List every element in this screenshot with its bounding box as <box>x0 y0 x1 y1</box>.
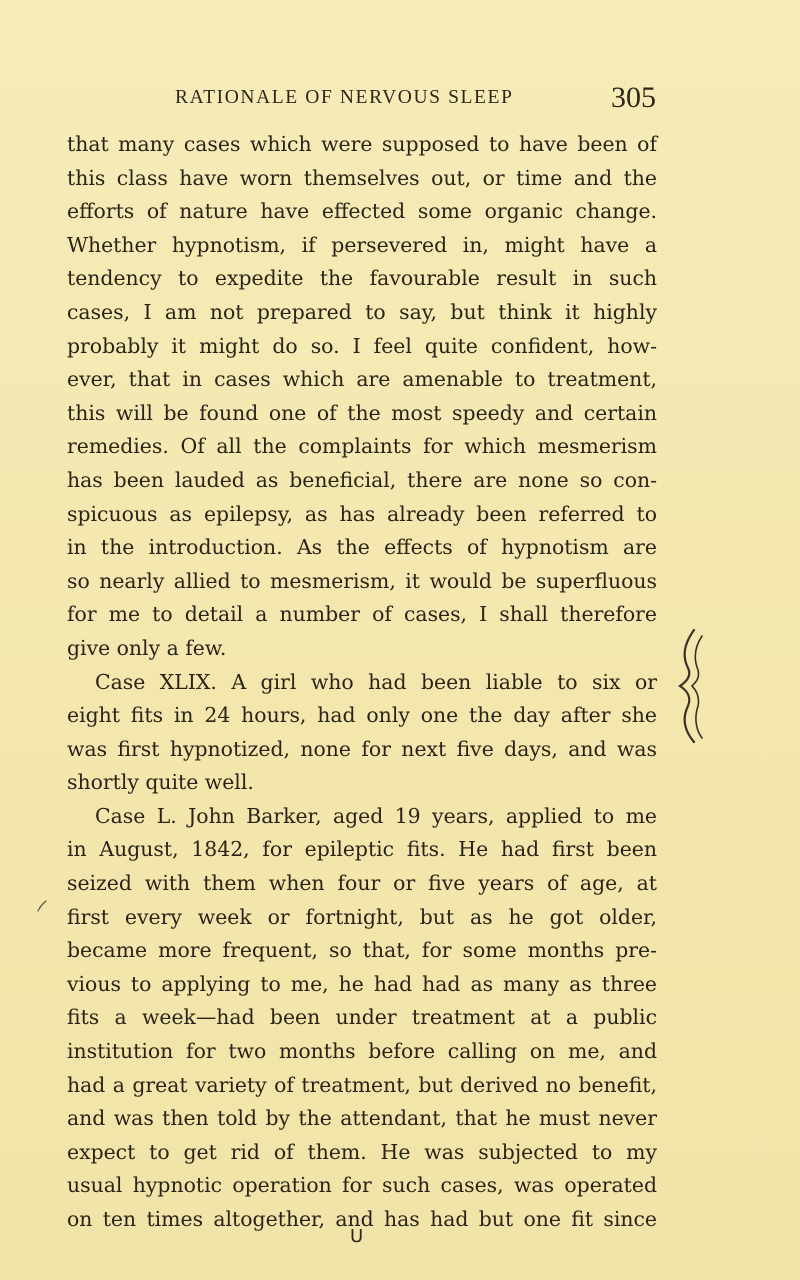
text-line: efforts of nature have effected some organic change. <box>67 199 657 224</box>
running-head <box>0 78 800 118</box>
text-line: fits a week—had been under treatment at a public <box>67 1005 657 1030</box>
text-line: spicuous as epilepsy, as has already been referred to <box>67 501 657 526</box>
text-line: so nearly allied to mesmerism, it would be superfluous <box>67 568 657 593</box>
text-line: cases, I am not prepared to say, but think it highly <box>67 299 657 324</box>
text-line: Whether hypnotism, if persevered in, might have a <box>67 232 657 257</box>
text-line: in the introduction. As the effects of hypnotism are <box>67 535 657 560</box>
text-line: has been lauded as beneficial, there are none so con- <box>67 467 657 492</box>
text-line: remedies. Of all the complaints for which mesmerism <box>67 434 657 459</box>
text-line: first every week or fortnight, but as he got older, <box>67 904 657 929</box>
case-heading-line: Case XLIX. A girl who had been liable to six or <box>95 669 657 694</box>
text-line: eight fits in 24 hours, had only one the day after she <box>67 703 657 728</box>
text-line: probably it might do so. I feel quite confident, how- <box>67 333 657 358</box>
text-line: seized with them when four or five years of age, at <box>67 871 657 896</box>
page-number: 305 <box>611 81 656 114</box>
text-line: ever, that in cases which are amenable to treatment, <box>67 367 657 392</box>
text-line: in August, 1842, for epileptic fits. He had first been <box>67 837 657 862</box>
signature-mark: U <box>350 1226 364 1247</box>
text-line: on ten times altogether, and has had but one fit since <box>67 1207 657 1231</box>
paragraph-end-line: give only a few. <box>67 635 227 660</box>
text-line: was first hypnotized, none for next five days, and was <box>67 736 657 761</box>
handwritten-brace-mark <box>672 626 708 746</box>
paragraph-end-line: shortly quite well. <box>67 770 254 795</box>
text-line: and was then told by the attendant, that he must never <box>67 1106 657 1131</box>
text-line: became more frequent, so that, for some months pre- <box>67 938 657 963</box>
text-line: this will be found one of the most speedy and certain <box>67 400 657 425</box>
running-title: RATIONALE OF NERVOUS SLEEP <box>175 87 514 108</box>
text-line: had a great variety of treatment, but derived no benefit, <box>67 1072 657 1097</box>
pencil-tick-mark <box>36 899 48 913</box>
text-line: expect to get rid of them. He was subjected to my <box>67 1139 657 1164</box>
text-line: institution for two months before calling on me, and <box>67 1039 657 1064</box>
text-line: vious to applying to me, he had had as many as three <box>67 971 657 996</box>
text-line: tendency to expedite the favourable result in such <box>67 266 657 291</box>
text-line: usual hypnotic operation for such cases, was operated <box>67 1173 657 1198</box>
text-line: for me to detail a number of cases, I shall therefore <box>67 602 657 627</box>
case-heading-line: Case L. John Barker, aged 19 years, applied to me <box>95 803 657 828</box>
body-text <box>67 128 657 1237</box>
text-line: this class have worn themselves out, or time and the <box>67 165 657 190</box>
text-line: that many cases which were supposed to have been of <box>67 132 657 156</box>
